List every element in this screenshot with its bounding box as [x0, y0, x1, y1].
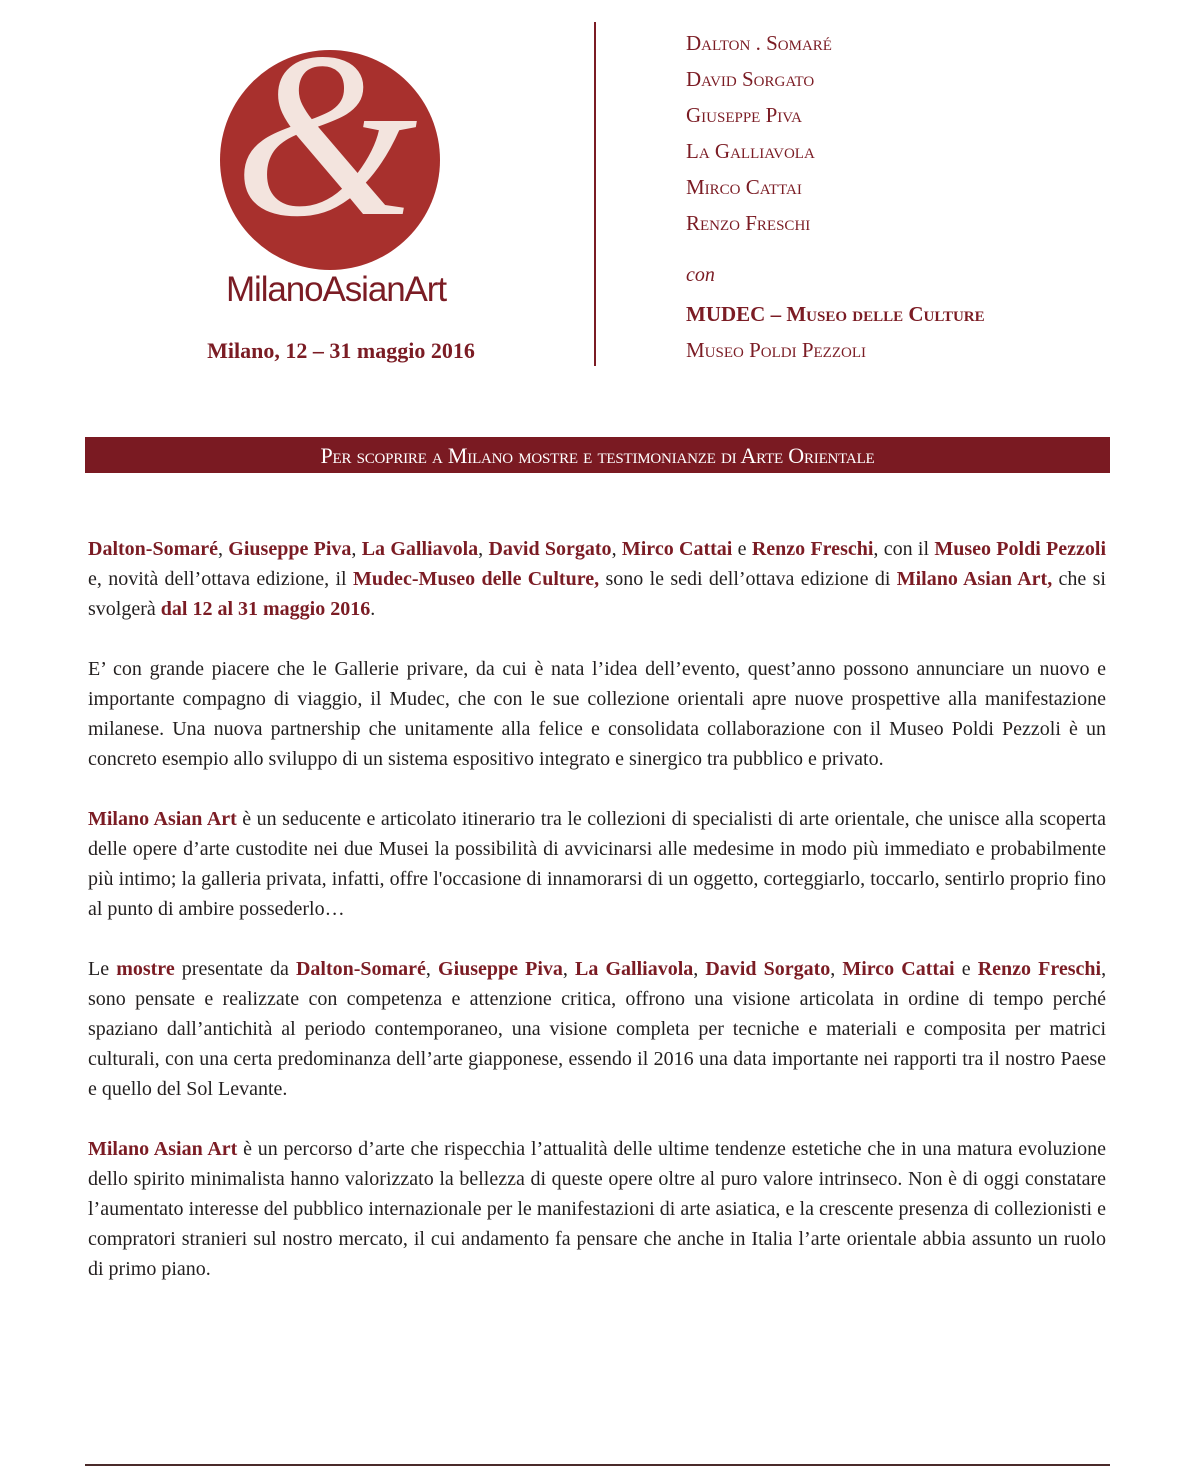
highlight-text: David Sorgato: [488, 538, 612, 560]
paragraph-text: Le: [88, 958, 117, 980]
paragraph-text: , sono pensate e realizzate con competenza e attenzione critica, offrono una visione articolata in ordine di tempo perché spaziano dall’antichità al periodo contemporaneo, una visione completa per tecniche e materiali e composita per matrici culturali, con una certa predominanza dell’arte giapponese, essendo il 2016 una data importante nei rapporti tra il nostro Paese e quello del Sol Levante.: [88, 958, 1107, 1100]
paragraph-text: e: [954, 958, 978, 980]
highlight-text: Milano Asian Art: [88, 808, 237, 830]
highlight-text: La Galliavola: [361, 538, 479, 560]
header-divider: [594, 22, 596, 366]
paragraph: [88, 654, 1106, 774]
paragraph-text: sono le sedi dell’ottava edizione di: [599, 568, 897, 590]
partner-list: [686, 25, 832, 241]
paragraph-text: ,: [830, 958, 843, 980]
footer-rule: [85, 1464, 1110, 1466]
paragraph: [88, 534, 1106, 624]
brand-name: MilanoAsianArt: [226, 270, 446, 309]
museum-item: MUDEC – Museo delle Culture: [686, 302, 985, 326]
paragraph-text: ,: [425, 958, 439, 980]
paragraph-text: e, novità dell’ottava edizione, il: [88, 568, 353, 590]
highlight-text: Renzo Freschi: [751, 538, 874, 560]
event-date: Milano, 12 – 31 maggio 2016: [207, 338, 475, 363]
paragraph: [88, 804, 1106, 924]
highlight-text: La Galliavola: [575, 958, 694, 980]
partner-item: David Sorgato: [686, 67, 815, 91]
paragraph-text: è un seducente e articolato itinerario tra le collezioni di specialisti di arte orientale, che unisce alla scoperta delle opere d’arte custodite nei due Musei la possibilità di avvicinarsi alle medesime in modo più immediato e probabilmente più intimo; la galleria privata, infatti, offre l'occasione di innamorarsi di un oggetto, corteggiarlo, toccarlo, sentirlo proprio fino al punto di ambire possederlo…: [88, 808, 1106, 920]
paragraph-text: ,: [562, 958, 576, 980]
partner-item: La Galliavola: [686, 139, 815, 163]
paragraph-text: ,: [693, 958, 706, 980]
partner-item: Renzo Freschi: [686, 211, 811, 235]
highlight-text: mostre: [116, 958, 175, 980]
logo: [206, 36, 462, 281]
paragraph-text: presentate da: [174, 958, 296, 980]
museum-list: [686, 296, 985, 368]
highlight-text: Giuseppe Piva: [228, 538, 352, 560]
paragraph-text: che si svolgerà: [88, 568, 1106, 620]
paragraph-text: è un percorso d’arte che rispecchia l’attualità delle ultime tendenze estetiche che in una matura evoluzione dello spirito minimalista hanno valorizzato la bellezza di queste opere oltre al puro valore intrinseco. Non è di oggi constatare l’aumentato interesse del pubblico internazionale per le manifestazioni di arte asiatica, e la crescente presenza di collezionisti e compratori stranieri sul nostro mercato, il cui andamento fa pensare che anche in Italia l’arte orientale abbia assunto un ruolo di primo piano.: [88, 1138, 1106, 1280]
paragraph-text: ,: [351, 538, 362, 560]
connector-text: con: [686, 264, 715, 286]
partner-item: Giuseppe Piva: [686, 103, 803, 127]
highlight-text: Renzo Freschi: [977, 958, 1102, 980]
paragraph-text: .: [370, 598, 376, 620]
highlight-text: Dalton-Somaré: [295, 958, 426, 980]
paragraph: [88, 1134, 1106, 1284]
paragraph-text: ,: [478, 538, 489, 560]
ampersand-glyph: &: [234, 36, 418, 266]
highlight-text: David Sorgato: [705, 958, 831, 980]
paragraph-text: E’ con grande piacere che le Gallerie privare, da cui è nata l’idea dell’evento, quest’anno possono annunciare un nuovo e importante compagno di viaggio, il Mudec, che con le sue collezione orientali apre nuove prospettive alla manifestazione milanese. Una nuova partnership che unitamente alla felice e consolidata collaborazione con il Museo Poldi Pezzoli è un concreto esempio allo sviluppo di un sistema espositivo integrato e sinergico tra pubblico e privato.: [88, 658, 1106, 770]
section-banner: Per scoprire a Milano mostre e testimonianze di Arte Orientale: [85, 437, 1110, 473]
highlight-text: Mirco Cattai: [842, 958, 955, 980]
paragraph-text: ,: [217, 538, 229, 560]
highlight-text: Mudec-Museo delle Culture,: [352, 568, 600, 590]
ampersand-logo-icon: [209, 36, 459, 281]
body-text: [88, 534, 1106, 1314]
museum-item: Museo Poldi Pezzoli: [686, 338, 867, 362]
partner-item: Mirco Cattai: [686, 175, 802, 199]
paragraph: [88, 954, 1106, 1104]
highlight-text: Milano Asian Art: [88, 1138, 238, 1160]
highlight-text: Dalton-Somaré: [88, 538, 218, 560]
highlight-text: dal 12 al 31 maggio 2016: [160, 598, 371, 620]
paragraph-text: ,: [611, 538, 622, 560]
paragraph-text: , con il: [873, 538, 935, 560]
highlight-text: Milano Asian Art,: [896, 568, 1053, 590]
partner-item: Dalton . Somaré: [686, 31, 832, 55]
highlight-text: Giuseppe Piva: [438, 958, 563, 980]
highlight-text: Mirco Cattai: [621, 538, 733, 560]
highlight-text: Museo Poldi Pezzoli: [934, 538, 1107, 560]
paragraph-text: e: [732, 538, 752, 560]
